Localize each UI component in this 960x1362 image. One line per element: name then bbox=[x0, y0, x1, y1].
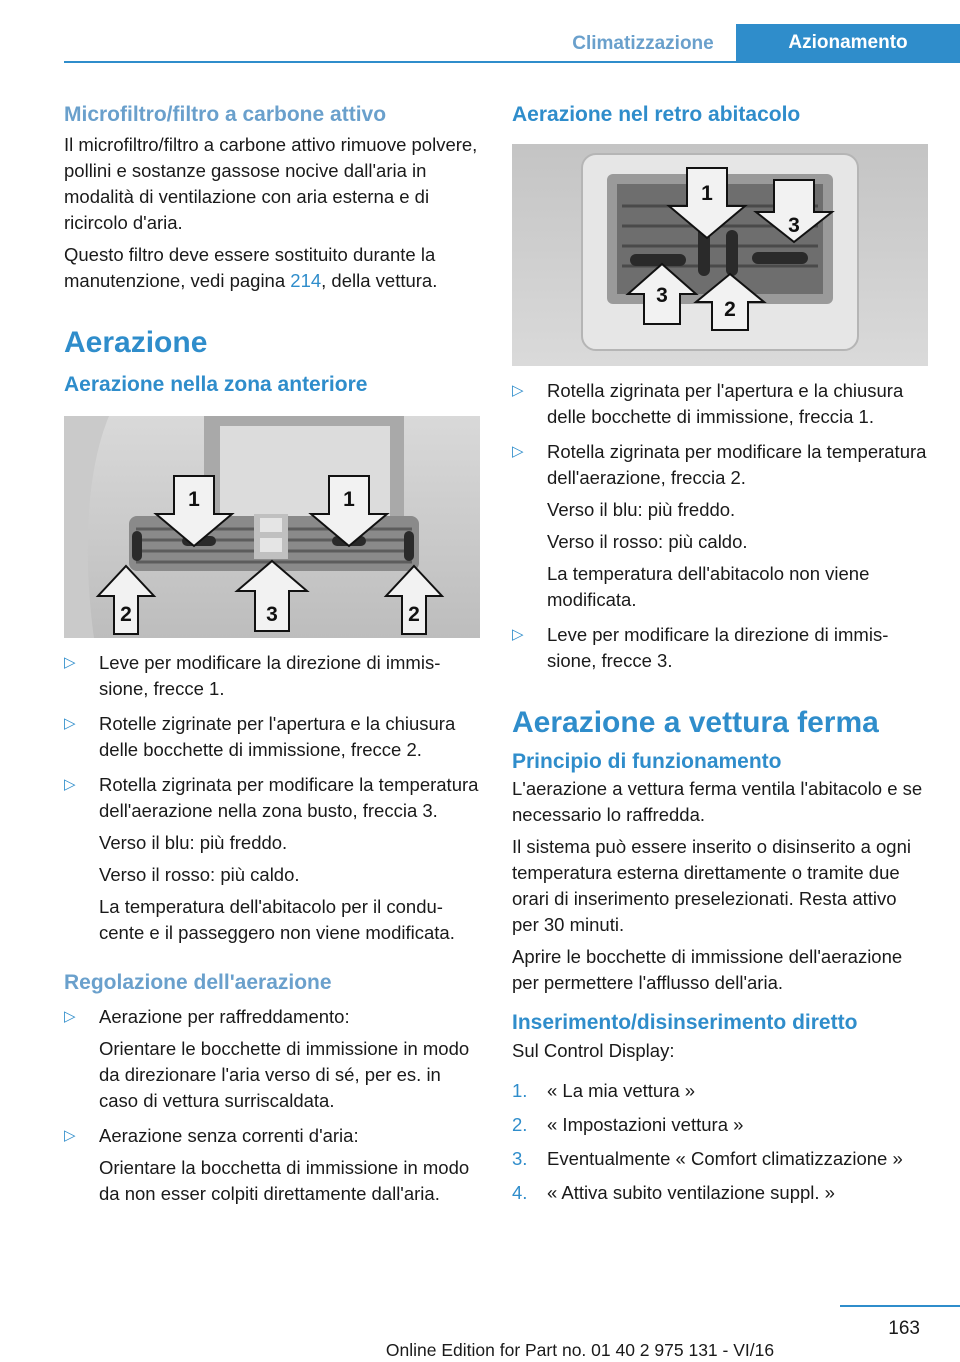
parked-title: Aerazione a vettura ferma bbox=[512, 706, 879, 739]
bullet-triangle-icon: ▷ bbox=[512, 626, 524, 643]
rear-heading: Aerazione nel retro abitacolo bbox=[512, 103, 801, 126]
front-sub-red: Verso il rosso: più caldo. bbox=[99, 864, 300, 885]
rear-sub-temp: La temperatura dell'abitacolo non viene modificata. bbox=[547, 563, 870, 610]
regolazione-heading: Regolazione dell'aerazione bbox=[64, 971, 332, 994]
rear-label-3b: 3 bbox=[656, 284, 668, 307]
rear-sub-red: Verso il rosso: più caldo. bbox=[547, 531, 748, 552]
front-label-1a: 1 bbox=[188, 488, 200, 511]
front-bullet-2: ▷ Rotelle zigrinate per l'apertura e la chiusura delle bocchette di immissione, frecce 2. bbox=[64, 713, 456, 760]
front-heading: Aerazione nella zona anteriore bbox=[64, 373, 368, 396]
bullet-triangle-icon: ▷ bbox=[64, 1127, 76, 1144]
bullet-triangle-icon: ▷ bbox=[512, 382, 524, 399]
front-bullet-list bbox=[64, 650, 480, 946]
filter-paragraph-2 bbox=[64, 242, 480, 294]
right-column bbox=[512, 98, 928, 1214]
filter-paragraph-1: Il microfiltro/filtro a carbone attivo rimuove polvere, pollini e sostanze gassose nocive dall'aria in modalità di ventilazione con aria esterna e di ricircolo d'aria. bbox=[64, 134, 478, 233]
rear-label-1: 1 bbox=[701, 182, 713, 205]
rear-sub-blue: Verso il blu: più freddo. bbox=[547, 499, 736, 520]
principle-paragraph-2: Il sistema può essere inserito o disinserito a ogni temperatura esterna direttamente o tramite due orari di inserimento preselezionati. Resta attivo per 30 minuti. bbox=[512, 836, 911, 935]
direct-intro: Sul Control Display: bbox=[512, 1040, 675, 1061]
bullet-triangle-icon: ▷ bbox=[512, 443, 524, 460]
header-chapter: Azionamento bbox=[736, 24, 960, 62]
step-3: 3. Eventualmente « Comfort climatizzazione » bbox=[512, 1148, 903, 1169]
rear-bullet-3: ▷ Leve per modificare la direzione di immissione, frecce 3. bbox=[512, 624, 889, 671]
rear-bullet-list bbox=[512, 378, 928, 674]
step-1: 1. « La mia vettura » bbox=[512, 1080, 696, 1101]
reg-bullet-1: ▷ Aerazione per raffreddamento: Orientare le bocchette di immissione in modo da direzionare l'aria verso di sé, per es. in caso di vettura surriscaldata. bbox=[64, 1004, 480, 1114]
principle-paragraph-3: Aprire le bocchette di immissione dell'aerazione per permettere l'afflusso dell'aria. bbox=[512, 946, 903, 993]
aerazione-title: Aerazione bbox=[64, 326, 208, 359]
regolazione-bullet-list bbox=[64, 1004, 480, 1207]
left-column bbox=[64, 98, 480, 1216]
direct-heading: Inserimento/disinserimento diretto bbox=[512, 1011, 858, 1034]
reg-bullet-2: ▷ Aerazione senza correnti d'aria: Orientare la bocchetta di immissione in modo da non esser colpiti direttamente dall'aria. bbox=[64, 1123, 480, 1207]
rear-label-3a: 3 bbox=[788, 214, 800, 237]
bullet-triangle-icon: ▷ bbox=[64, 654, 76, 671]
page-link-214[interactable]: 214 bbox=[290, 270, 322, 291]
front-bullet-3: ▷ Rotella zigrinata per modificare la temperatura dell'aerazione nella zona busto, freccia 3. Verso il blu: più freddo. Verso il rosso: più caldo. La temperatura dell'abitacolo per il conducente e il passeggero non viene modificata. bbox=[64, 772, 480, 946]
rear-bullet-1: ▷ Rotella zigrinata per l'apertura e la chiusura delle bocchette di immissione, freccia 1. bbox=[512, 380, 904, 427]
front-sub-blue: Verso il blu: più freddo. bbox=[99, 832, 288, 853]
front-label-1b: 1 bbox=[343, 488, 355, 511]
bullet-triangle-icon: ▷ bbox=[64, 715, 76, 732]
footer-edition: Online Edition for Part no. 01 40 2 975 131 - VI/16 bbox=[385, 1340, 775, 1360]
bullet-triangle-icon: ▷ bbox=[64, 1008, 76, 1025]
reg-bullet-1-sub: Orientare le bocchette di immissione in modo da direzionare l'aria verso di sé, per es. in caso di vettura surriscaldata. bbox=[99, 1038, 470, 1111]
principle-heading: Principio di funzionamento bbox=[512, 750, 782, 773]
bullet-triangle-icon: ▷ bbox=[64, 776, 76, 793]
page-number: 163 bbox=[888, 1318, 920, 1339]
front-label-2b: 2 bbox=[408, 603, 420, 626]
reg-bullet-2-sub: Orientare la bocchetta di immissione in modo da non esser colpiti direttamente dall'aria. bbox=[99, 1157, 470, 1204]
rear-bullet-2: ▷ Rotella zigrinata per modificare la temperatura dell'aerazione, freccia 2. Verso il blu: più freddo. Verso il rosso: più caldo. La temperatura dell'abitacolo non viene modificata. bbox=[512, 439, 928, 613]
principle-paragraph-1: L'aerazione a vettura ferma ventila l'abitacolo e se necessario lo raffredda. bbox=[512, 778, 923, 825]
front-vents-figure bbox=[64, 416, 480, 638]
header-section: Climatizzazione bbox=[572, 33, 714, 54]
front-sub-temp: La temperatura dell'abitacolo per il conducente e il passeggero non viene modificata. bbox=[99, 896, 455, 943]
front-label-2a: 2 bbox=[120, 603, 132, 626]
filter-text-b: , della vettura. bbox=[321, 270, 438, 291]
filter-text-a: Questo filtro deve essere sostituito durante la manutenzione, vedi pagina bbox=[64, 244, 436, 291]
front-label-3: 3 bbox=[266, 603, 278, 626]
step-4: 4. « Attiva subito ventilazione suppl. » bbox=[512, 1182, 835, 1203]
filter-heading: Microfiltro/filtro a carbone attivo bbox=[64, 103, 387, 126]
step-2: 2. « Impostazioni vettura » bbox=[512, 1114, 744, 1135]
rear-vents-figure bbox=[512, 144, 928, 366]
direct-steps-list bbox=[512, 1078, 928, 1206]
rear-label-2: 2 bbox=[724, 298, 736, 321]
front-bullet-1: ▷ Leve per modificare la direzione di immissione, frecce 1. bbox=[64, 652, 441, 699]
footer-rule bbox=[840, 1305, 960, 1307]
header-rule bbox=[64, 61, 960, 63]
